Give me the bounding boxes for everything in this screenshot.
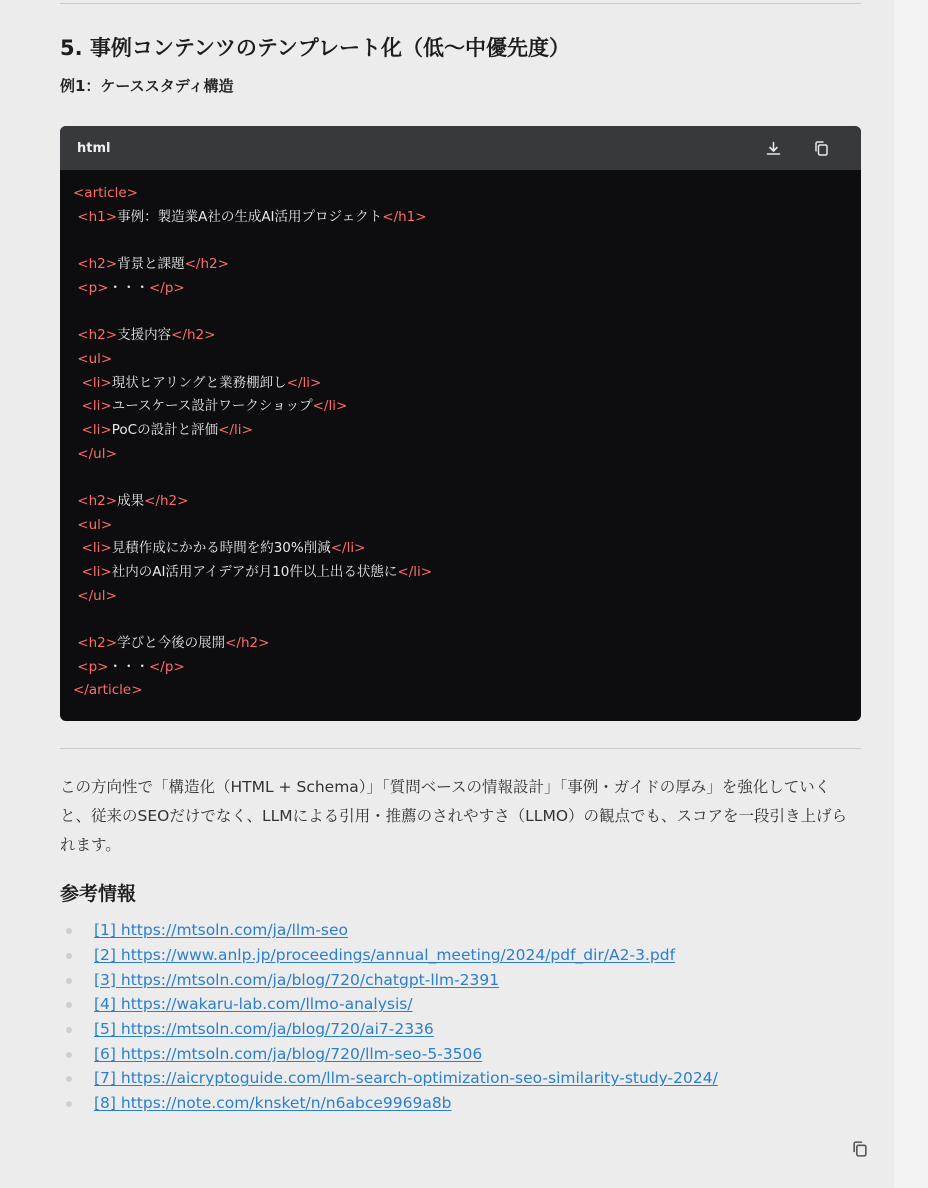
references-heading: 参考情報 — [60, 883, 137, 906]
code-text — [73, 564, 82, 580]
code-tag: </h2> — [171, 327, 216, 344]
code-line — [73, 632, 848, 656]
code-tag: <article> — [73, 185, 138, 201]
code-line — [73, 253, 848, 277]
code-tag: <p> — [77, 279, 109, 296]
reference-link[interactable]: [7] https://aicryptoguide.com/llm-search-optimization-seo-similarity-study-2024/ — [94, 1069, 718, 1088]
copy-icon[interactable] — [811, 138, 831, 158]
code-tag: <p> — [77, 658, 109, 675]
code-text — [73, 422, 82, 438]
code-line — [73, 561, 848, 585]
code-tag: </li> — [218, 421, 253, 438]
code-line — [73, 585, 848, 609]
code-text: 見積作成にかかる時間を約30%削減 — [111, 540, 331, 557]
code-tag: <li> — [81, 398, 112, 415]
code-tag: <h1> — [77, 208, 118, 225]
code-line — [73, 656, 848, 680]
reference-link[interactable]: [6] https://mtsoln.com/ja/blog/720/llm-seo-5-3506 — [94, 1044, 483, 1063]
reference-item — [60, 1066, 861, 1091]
code-line — [73, 537, 848, 561]
code-line — [73, 514, 848, 538]
code-header — [60, 126, 861, 170]
code-tag: <h2> — [77, 635, 118, 652]
code-line — [73, 182, 848, 206]
code-line — [73, 277, 848, 301]
code-line — [73, 490, 848, 514]
divider-middle — [60, 748, 861, 749]
code-tag: <h2> — [77, 492, 118, 509]
reference-link[interactable]: [3] https://mtsoln.com/ja/blog/720/chatgpt-llm-2391 — [94, 970, 500, 989]
reference-link[interactable]: [2] https://www.anlp.jp/proceedings/annual_meeting/2024/pdf_dir/A2-3.pdf — [94, 945, 676, 964]
code-line — [73, 372, 848, 396]
code-text: 現状ヒアリングと業務棚卸し — [111, 374, 287, 391]
code-text — [73, 375, 82, 391]
code-tag: <li> — [81, 421, 112, 438]
code-text: ・・・ — [108, 658, 149, 675]
reference-item — [60, 918, 861, 943]
code-tag: </li> — [312, 398, 348, 415]
page-right-margin — [894, 0, 928, 1188]
code-line — [73, 324, 848, 348]
code-text — [73, 398, 82, 414]
code-line — [73, 608, 848, 632]
code-tag: <ul> — [77, 350, 113, 367]
code-line — [73, 229, 848, 253]
code-text: 社内のAI活用アイデアが月10件以上出る状態に — [111, 564, 398, 580]
code-tag: </h2> — [144, 492, 189, 509]
code-tag: </p> — [149, 279, 185, 296]
copy-icon[interactable] — [849, 1138, 871, 1160]
message-content — [60, 0, 861, 1116]
reference-item — [60, 1091, 861, 1116]
reference-link[interactable]: [5] https://mtsoln.com/ja/blog/720/ai7-2336 — [94, 1019, 434, 1038]
reference-item — [60, 968, 861, 993]
code-tag: <li> — [81, 374, 112, 391]
code-line — [73, 679, 848, 703]
code-tag: </h1> — [382, 208, 427, 225]
code-tag: <ul> — [77, 516, 113, 533]
code-text: PoCの設計と評価 — [111, 421, 219, 438]
divider-top — [60, 3, 861, 4]
code-text — [73, 540, 82, 556]
code-tag: <li> — [81, 540, 112, 557]
reference-link[interactable]: [4] https://wakaru-lab.com/llmo-analysis/ — [94, 995, 413, 1014]
code-tag: </li> — [330, 540, 366, 557]
code-tag: </ul> — [77, 445, 117, 462]
code-text: 背景と課題 — [117, 256, 185, 273]
code-actions — [763, 138, 831, 158]
code-line — [73, 419, 848, 443]
section-heading: 5. 事例コンテンツのテンプレート化（低〜中優先度） — [60, 36, 570, 60]
reference-item — [60, 1042, 861, 1067]
code-tag: <h2> — [77, 256, 118, 273]
code-text: 学びと今後の展開 — [117, 635, 226, 652]
code-tag: </p> — [149, 658, 185, 675]
code-block — [60, 126, 861, 721]
code-line — [73, 443, 848, 467]
code-line — [73, 300, 848, 324]
code-tag: <h2> — [77, 327, 118, 344]
code-line — [73, 348, 848, 372]
reference-item — [60, 943, 861, 968]
summary-paragraph: この方向性で「構造化（HTML + Schema）」「質問ベースの情報設計」「事例・ガイドの厚み」を強化していくと、従来のSEOだけでなく、LLMによる引用・推薦のされやすさ（LLMO）の観点でも、スコアを一段引き上げられます。 — [60, 778, 848, 855]
reference-link[interactable]: [1] https://mtsoln.com/ja/llm-seo — [94, 921, 348, 940]
reference-item — [60, 1017, 861, 1042]
download-icon[interactable] — [763, 138, 783, 158]
code-text: 成果 — [117, 492, 145, 509]
example-heading: 例1：ケーススタディ構造 — [60, 77, 234, 95]
code-line — [73, 395, 848, 419]
code-tag: </article> — [73, 682, 143, 699]
code-tag: </li> — [397, 564, 433, 580]
code-text: ・・・ — [108, 279, 149, 296]
code-tag: </ul> — [77, 587, 117, 604]
code-tag: </h2> — [184, 256, 229, 273]
code-line — [73, 206, 848, 230]
code-line — [73, 466, 848, 490]
code-body[interactable] — [60, 170, 861, 721]
code-text: 事例：製造業A社の生成AI活用プロジェクト — [117, 208, 383, 225]
code-tag: </h2> — [225, 635, 270, 652]
code-text: ユースケース設計ワークショップ — [111, 398, 313, 415]
code-language-label: html — [77, 140, 111, 156]
code-tag: <li> — [81, 564, 112, 580]
reference-item — [60, 992, 861, 1017]
reference-link[interactable]: [8] https://note.com/knsket/n/n6abce9969a8b — [94, 1094, 452, 1113]
references-list — [60, 918, 861, 1116]
code-tag: </li> — [286, 374, 322, 391]
code-text: 支援内容 — [117, 327, 172, 344]
